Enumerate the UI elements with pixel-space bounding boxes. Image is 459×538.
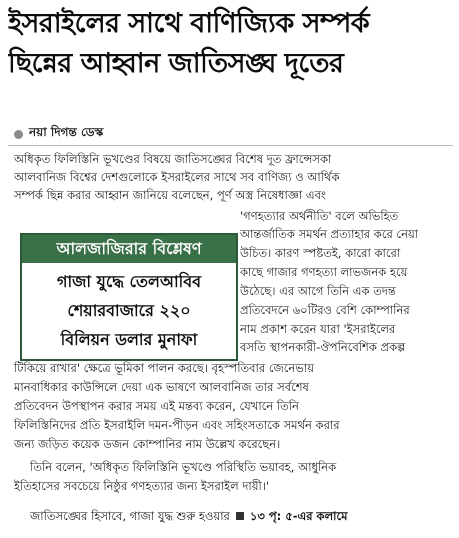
headline (8, 4, 454, 84)
sidebar-line: শেয়ারবাজারে ২২০ (67, 301, 191, 320)
body-line: জন্য জড়িত কয়েক ডজন কোম্পানির নাম উল্লেখ করেছেন। (14, 437, 281, 451)
body-line: ফিলিস্তিনিদের প্রতি ইসরাইলি দমন-পীড়ন এবং সহিংসতাকে সমর্থন করার (14, 418, 340, 432)
sidebar-title: আলজাজিরার বিশ্লেষণ (22, 235, 236, 263)
body-line: অধিকৃত ফিলিস্তিনি ভূখণ্ডের বিষয়ে জাতিসঙ্ঘের বিশেষ দূত ফ্রান্সেসকা (14, 152, 332, 166)
body-line: বসতি স্থাপনকারী-ঔপনিবেশিক প্রকল্প (240, 340, 406, 354)
body-line: উঠেছে। এর আগে তিনি এক তদন্ত (240, 284, 396, 298)
body-line: তিনি বলেন, 'অধিকৃত ফিলিস্তিনি ভূখণ্ডে পরিস্থিতি ভয়াবহ, আধুনিক (30, 460, 337, 474)
continuation-label: ১৩ পৃ: ৫-এর কলামে (249, 509, 348, 523)
body-line: প্রতিবেদনে ৬০টিরও বেশি কোম্পানির (240, 303, 410, 317)
body-line: উচিত। কারণ স্পষ্টতই, কারো কারো (240, 246, 401, 260)
bullet-icon (14, 130, 23, 139)
body-line: টিকিয়ে রাখার' ক্ষেত্রে ভূমিকা পালন করছে। বৃহস্পতিবার জেনেভায় (14, 361, 314, 375)
body-line: ইতিহাসের সবচেয়ে নিষ্ঠুর গণহত্যার জন্য ইসরাইল দায়ী।' (14, 479, 270, 493)
body-line: 'গণহত্যার অর্থনীতি' বলে অভিহিত (240, 209, 399, 223)
body-line: সম্পর্ক ছিন্ন করার আহ্বান জানিয়ে বলেছেন, পূর্ণ অস্ত্র নিষেধাজ্ঞা এবং (14, 188, 326, 202)
body-line: কাছে গাজার গণহত্যা লাভজনক হয়ে (240, 265, 408, 279)
sidebar-body (22, 263, 236, 354)
body-line: নাম প্রকাশ করেন যারা 'ইসরাইলের (240, 322, 396, 336)
headline-line-1: ইসরাইলের সাথে বাণিজ্যিক সম্পর্ক (8, 8, 370, 39)
headline-line-2: ছিন্নের আহ্বান জাতিসঙ্ঘ দূতের (8, 48, 344, 79)
divider (8, 145, 453, 146)
sidebar-line: বিলিয়ন ডলার মুনাফা (60, 330, 198, 349)
body-line: মানবাধিকার কাউন্সিলে দেয়া এক ভাষণে আলবানিজ তার সর্বশেষ (14, 380, 309, 394)
sidebar-line: গাজা যুদ্ধে তেলআবিব (56, 272, 202, 291)
body-line: প্রতিবেদন উপস্থাপন করার সময় এই মন্তব্য করেন, যেখানে তিনি (14, 399, 299, 413)
sidebar-highlight-box (20, 233, 238, 361)
footer-continuation (30, 507, 450, 525)
body-line: আন্তর্জাতিক সমর্থন প্রত্যাহার করে নেয়া (240, 227, 419, 241)
square-icon (236, 512, 244, 520)
byline-text: নয়া দিগন্ত ডেস্ক (29, 125, 104, 139)
byline (14, 124, 103, 144)
footer-text: জাতিসঙ্ঘের হিসাবে, গাজা যুদ্ধ শুরু হওয়ার (30, 509, 230, 523)
body-line: আলবানিজ বিশ্বের দেশগুলোকে ইসরাইলের সাথে সব বাণিজ্য ও আর্থিক (14, 170, 340, 184)
